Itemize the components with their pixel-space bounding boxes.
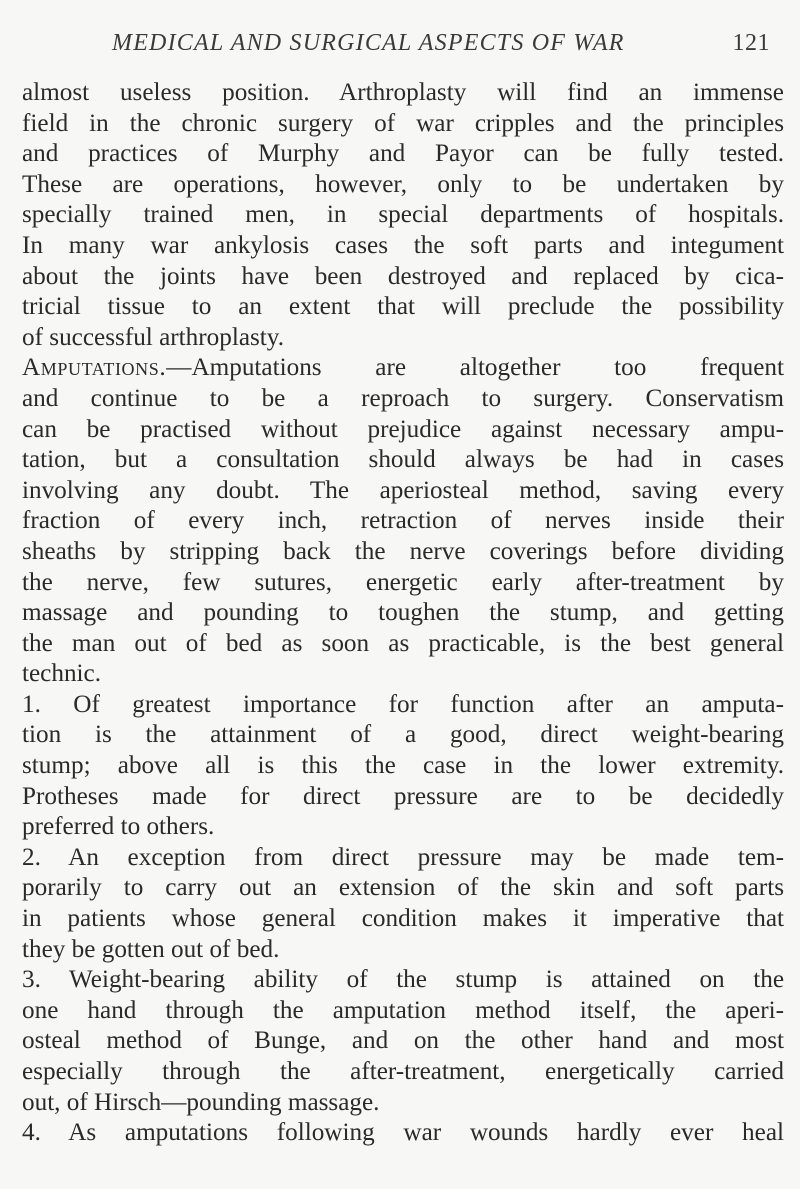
text-line: field in the chronic surgery of war cripples and the principles <box>22 109 784 137</box>
body-text <box>22 78 784 1149</box>
text-line: almost useless position. Arthroplasty will find an immense <box>22 79 784 106</box>
text-line: the nerve, few sutures, energetic early after-treatment by <box>22 568 784 596</box>
running-head <box>112 30 784 64</box>
text-line: and continue to be a reproach to surgery. Conservatism <box>22 384 784 412</box>
text-line: sheaths by stripping back the nerve coverings before dividing <box>22 537 784 565</box>
text-line: of successful arthroplasty. <box>22 323 285 351</box>
text-line: massage and pounding to toughen the stump, and getting <box>22 599 784 627</box>
numbered-item-line: 3. Weight-bearing ability of the stump is attained on the <box>22 966 784 994</box>
section-first-line-text: —Amputations are altogether too frequent <box>166 354 784 382</box>
text-line: can be practised without prejudice against necessary ampu- <box>22 415 784 443</box>
text-line: stump; above all is this the case in the lower extremity. <box>22 752 784 780</box>
text-line: These are operations, however, only to be undertaken by <box>22 170 784 198</box>
numbered-item-line: 4. As amputations following war wounds hardly ever heal <box>22 1119 784 1147</box>
text-line: and practices of Murphy and Payor can be fully tested. <box>22 140 784 168</box>
text-line: about the joints have been destroyed and replaced by cica- <box>22 262 784 290</box>
text-line: In many war ankylosis cases the soft parts and integument <box>22 231 784 259</box>
text-line: tricial tissue to an extent that will preclude the possibility <box>22 293 784 321</box>
text-line: one hand through the amputation method itself, the aperi- <box>22 996 784 1024</box>
text-line: osteal method of Bunge, and on the other hand and most <box>22 1027 784 1055</box>
running-title: MEDICAL AND SURGICAL ASPECTS OF WAR <box>112 30 625 56</box>
text-line: preferred to others. <box>22 813 215 841</box>
text-line: the man out of bed as soon as practicable, is the best general <box>22 629 784 657</box>
text-line: they be gotten out of bed. <box>22 935 280 963</box>
section-heading: Amputations. <box>22 354 167 382</box>
section-first-line <box>22 353 784 384</box>
text-line: especially through the after-treatment, energetically carried <box>22 1058 784 1085</box>
text-line: Protheses made for direct pressure are to be decidedly <box>22 782 784 810</box>
text-line: involving any doubt. The aperiosteal method, saving every <box>22 476 784 504</box>
text-line: tation, but a consultation should always be had in cases <box>22 446 784 474</box>
text-line: in patients whose general condition makes it imperative that <box>22 905 784 933</box>
text-line: porarily to carry out an extension of the skin and soft parts <box>22 874 784 902</box>
text-line: technic. <box>22 660 102 688</box>
text-line: specially trained men, in special departments of hospitals. <box>22 201 784 229</box>
numbered-item-line: 1. Of greatest importance for function after an amputa- <box>22 690 784 718</box>
text-line: tion is the attainment of a good, direct weight-bearing <box>22 721 784 749</box>
text-line: fraction of every inch, retraction of nerves inside their <box>22 507 784 535</box>
numbered-item-line: 2. An exception from direct pressure may be made tem- <box>22 843 784 871</box>
page-number: 121 <box>732 30 770 56</box>
text-line: out, of Hirsch—pounding massage. <box>22 1088 380 1116</box>
